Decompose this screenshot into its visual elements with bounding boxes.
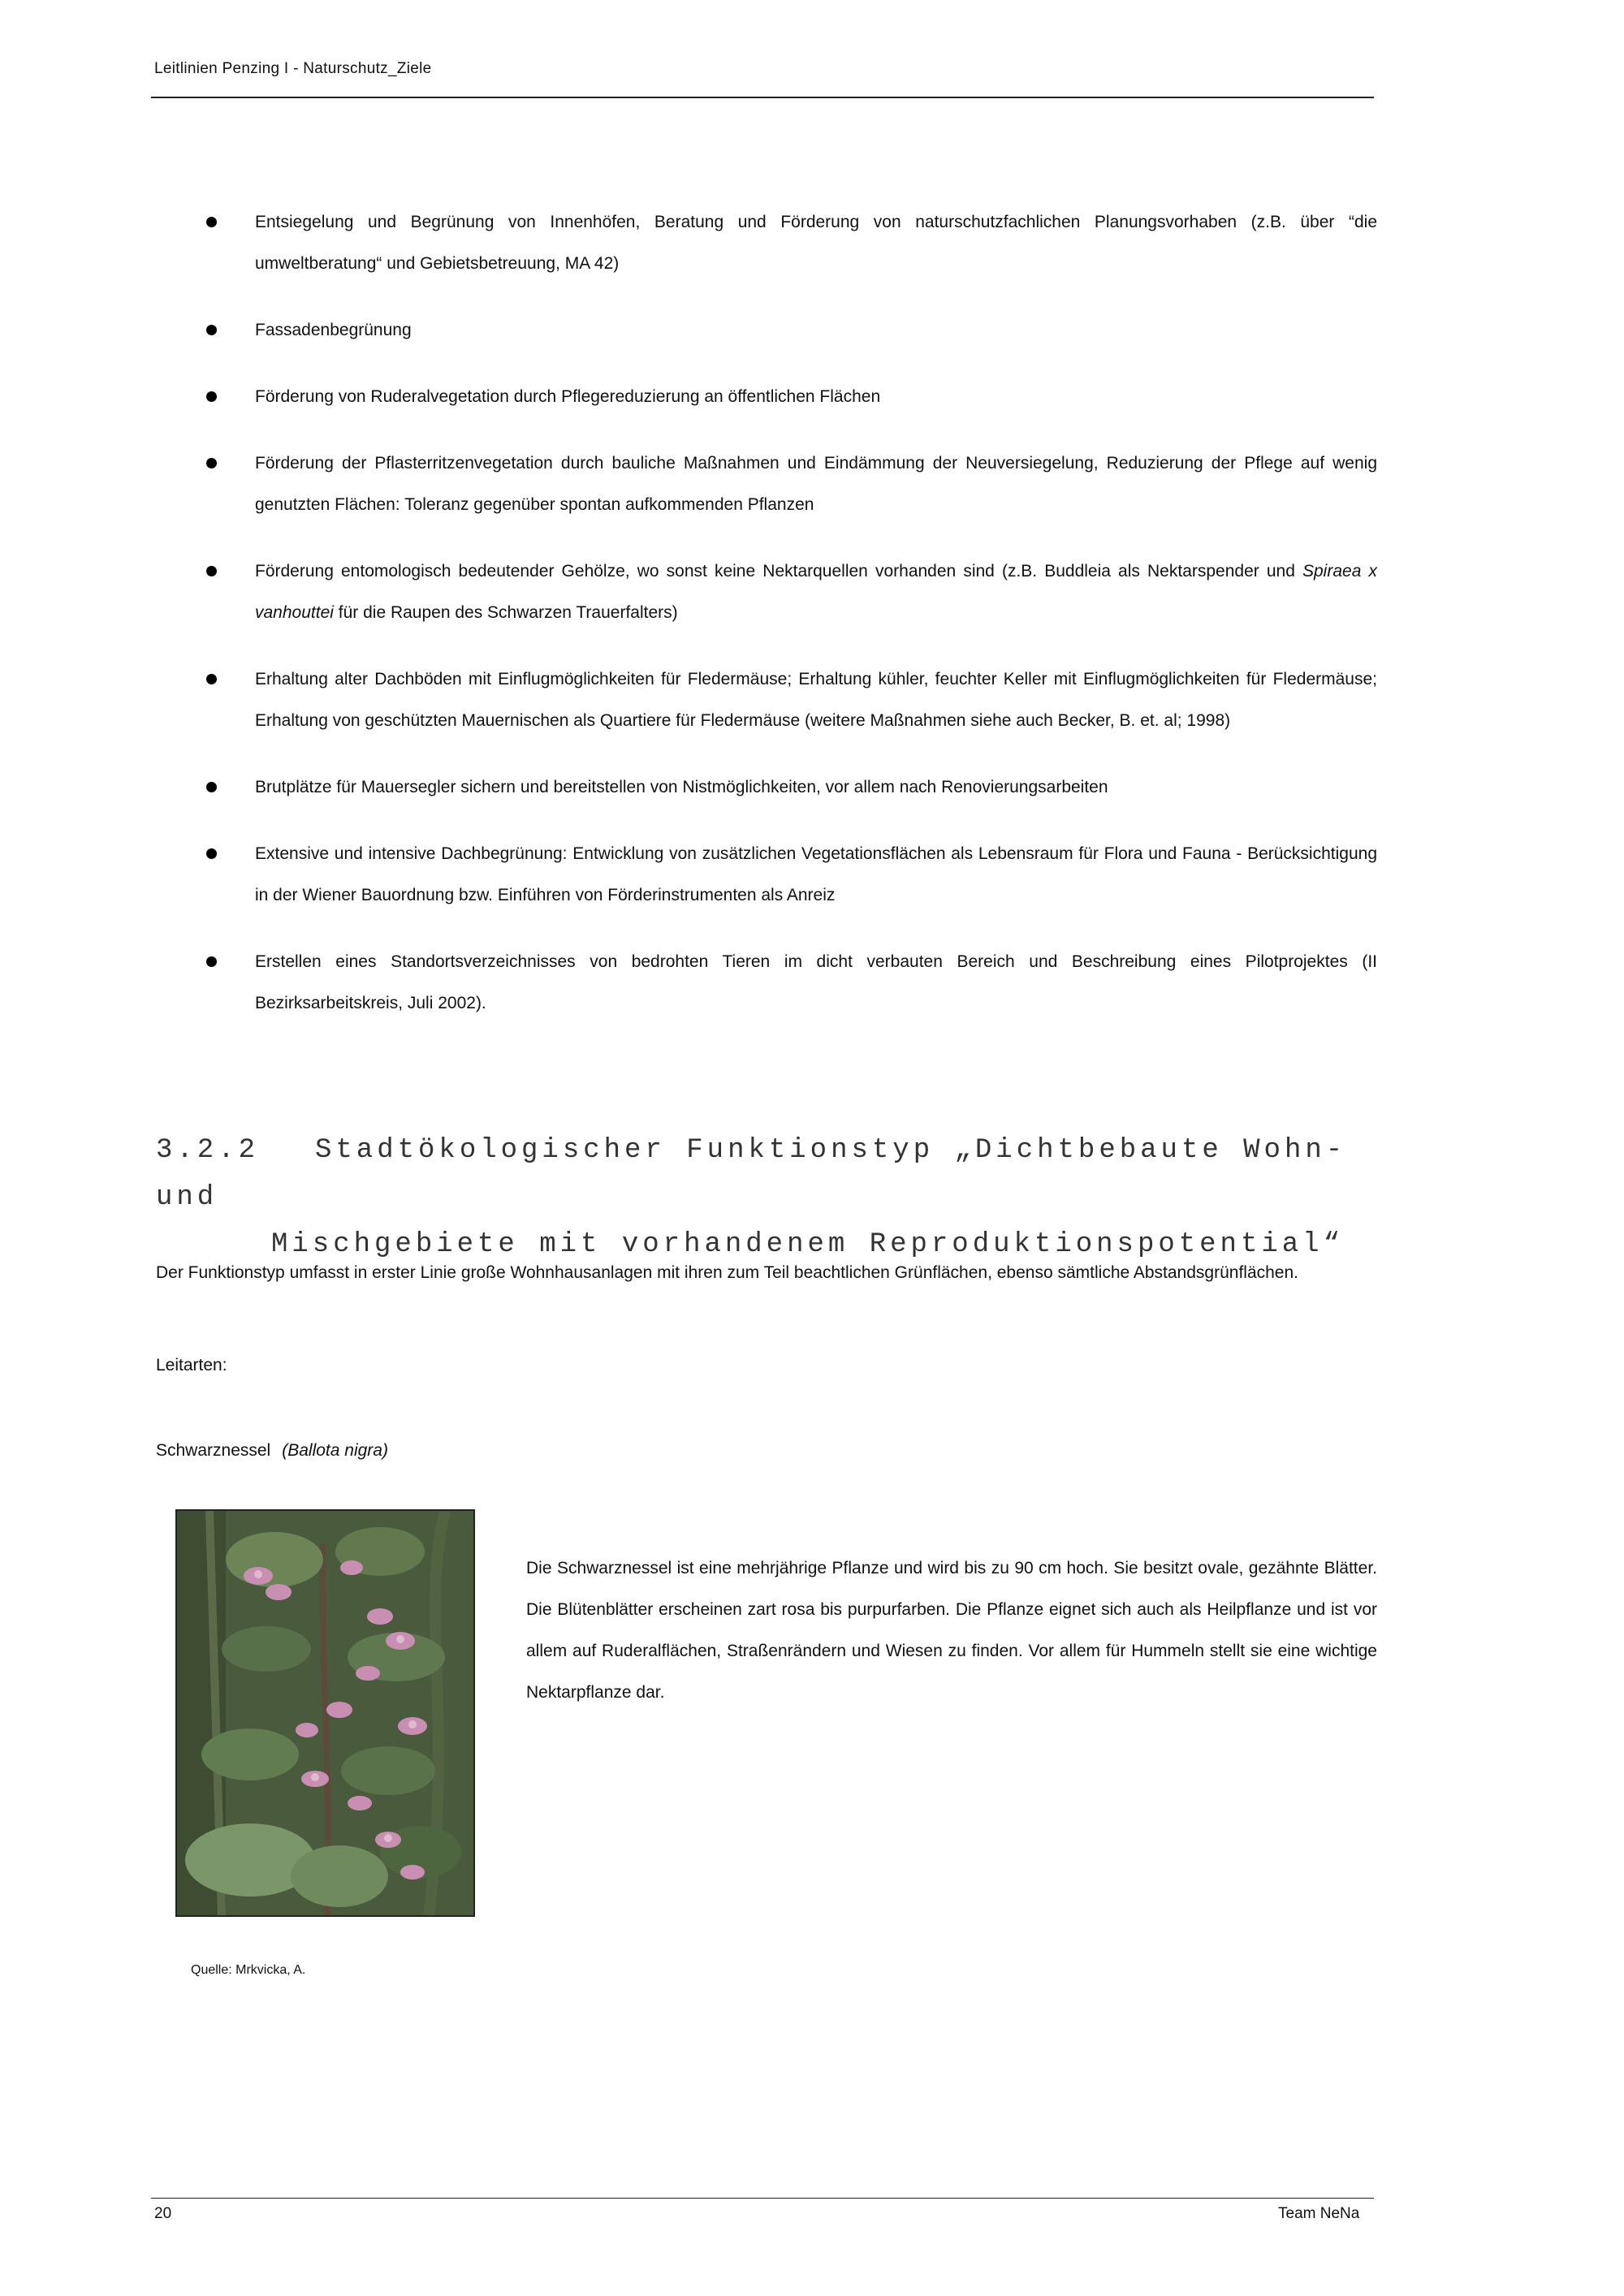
footer-rule <box>151 2198 1374 2199</box>
plant-photo-illustration <box>177 1511 473 1915</box>
list-item-text-before: Förderung entomologisch bedeutender Gehölze, wo sonst keine Nektarquellen vorhanden sind (z.B. Buddleia als Nektarspender und <box>255 562 1302 580</box>
list-item <box>203 766 1377 808</box>
list-item-text: Entsiegelung und Begrünung von Innenhöfen, Beratung und Förderung von naturschutzfachlichen Planungsvorhaben (z.B. über “die umweltberatung“ und Gebietsbetreuung, MA 42) <box>255 213 1377 273</box>
species-latin: (Ballota nigra) <box>282 1441 388 1460</box>
list-item-text: Extensive und intensive Dachbegrünung: Entwicklung von zusätzlichen Vegetationsflächen als Lebensraum für Flora und Fauna - Berücksichtigung in der Wiener Bauordnung bzw. Einführen von Förderinstrumenten als Anreiz <box>255 844 1377 904</box>
list-item-text-after: für die Raupen des Schwarzen Trauerfalters) <box>333 603 678 622</box>
measures-list <box>203 201 1377 1049</box>
section-title-line2: Mischgebiete mit vorhandenem Reproduktionspotential“ <box>271 1229 1344 1260</box>
list-item <box>203 941 1377 1024</box>
section-number: 3.2.2 <box>156 1135 260 1166</box>
list-item-text: Brutplätze für Mauersegler sichern und bereitstellen von Nistmöglichkeiten, vor allem nach Renovierungsarbeiten <box>255 778 1108 796</box>
section-heading <box>156 1127 1374 1268</box>
bullet-dot-icon <box>206 956 217 967</box>
bullet-dot-icon <box>206 848 217 859</box>
list-item <box>203 376 1377 417</box>
bullet-dot-icon <box>206 391 217 402</box>
section-title-line1: Stadtökologischer Funktionstyp „Dichtbebaute Wohn- und <box>156 1135 1347 1213</box>
list-item <box>203 833 1377 916</box>
list-item <box>203 309 1377 351</box>
bullet-dot-icon <box>206 782 217 792</box>
species-heading <box>156 1441 388 1461</box>
list-item-text: Erstellen eines Standortsverzeichnisses von bedrohten Tieren im dicht verbauten Bereich und Beschreibung eines Pilotprojektes (II Bezirksarbeitskreis, Juli 2002). <box>255 952 1377 1012</box>
plant-photo <box>175 1509 475 1917</box>
list-item-text: Fassadenbegrünung <box>255 321 412 339</box>
bullet-dot-icon <box>206 217 217 227</box>
list-item-text: Förderung der Pflasterritzenvegetation durch bauliche Maßnahmen und Eindämmung der Neuversiegelung, Reduzierung der Pflege auf wenig genutzten Flächen: Toleranz gegenüber spontan aufkommenden Pflanzen <box>255 454 1377 514</box>
species-name: Schwarznessel <box>156 1441 271 1460</box>
footer-team: Team NeNa <box>1278 2205 1360 2222</box>
list-item <box>203 550 1377 633</box>
list-item-text: Förderung von Ruderalvegetation durch Pflegereduzierung an öffentlichen Flächen <box>255 387 881 406</box>
header-rule <box>151 97 1374 98</box>
photo-caption: Quelle: Mrkvicka, A. <box>191 1963 306 1977</box>
list-item-text: Erhaltung alter Dachböden mit Einflugmöglichkeiten für Fledermäuse; Erhaltung kühler, feuchter Keller mit Einflugmöglichkeiten für Fledermäuse; Erhaltung von geschützten Mauernischen als Quartiere für Fledermäuse (weitere Maßnahmen siehe auch Becker, B. et. al; 1998) <box>255 670 1377 730</box>
bullet-dot-icon <box>206 325 217 335</box>
species-description: Die Schwarznessel ist eine mehrjährige Pflanze und wird bis zu 90 cm hoch. Sie besitzt ovale, gezähnte Blätter. Die Blütenblätter erscheinen zart rosa bis purpurfarben. Die Pflanze eignet sich auch als Heilpflanze und ist vor allem auf Ruderalflächen, Straßenrändern und Wiesen zu finden. Vor allem für Hummeln stellt sie eine wichtige Nektarpflanze dar. <box>526 1559 1377 1702</box>
bullet-dot-icon <box>206 566 217 576</box>
leitarten-label: Leitarten: <box>156 1356 227 1375</box>
species-latin-name: Spiraea x vanhouttei <box>255 562 1377 622</box>
running-header: Leitlinien Penzing I - Naturschutz_Ziele <box>154 60 432 77</box>
intro-paragraph: Der Funktionstyp umfasst in erster Linie große Wohnhausanlagen mit ihren zum Teil beachtlichen Grünflächen, ebenso sämtliche Abstandsgrünflächen. <box>156 1263 1298 1282</box>
bullet-dot-icon <box>206 458 217 468</box>
page-number: 20 <box>154 2205 172 2222</box>
list-item <box>203 442 1377 525</box>
list-item <box>203 658 1377 741</box>
bullet-dot-icon <box>206 674 217 684</box>
list-item <box>203 201 1377 284</box>
